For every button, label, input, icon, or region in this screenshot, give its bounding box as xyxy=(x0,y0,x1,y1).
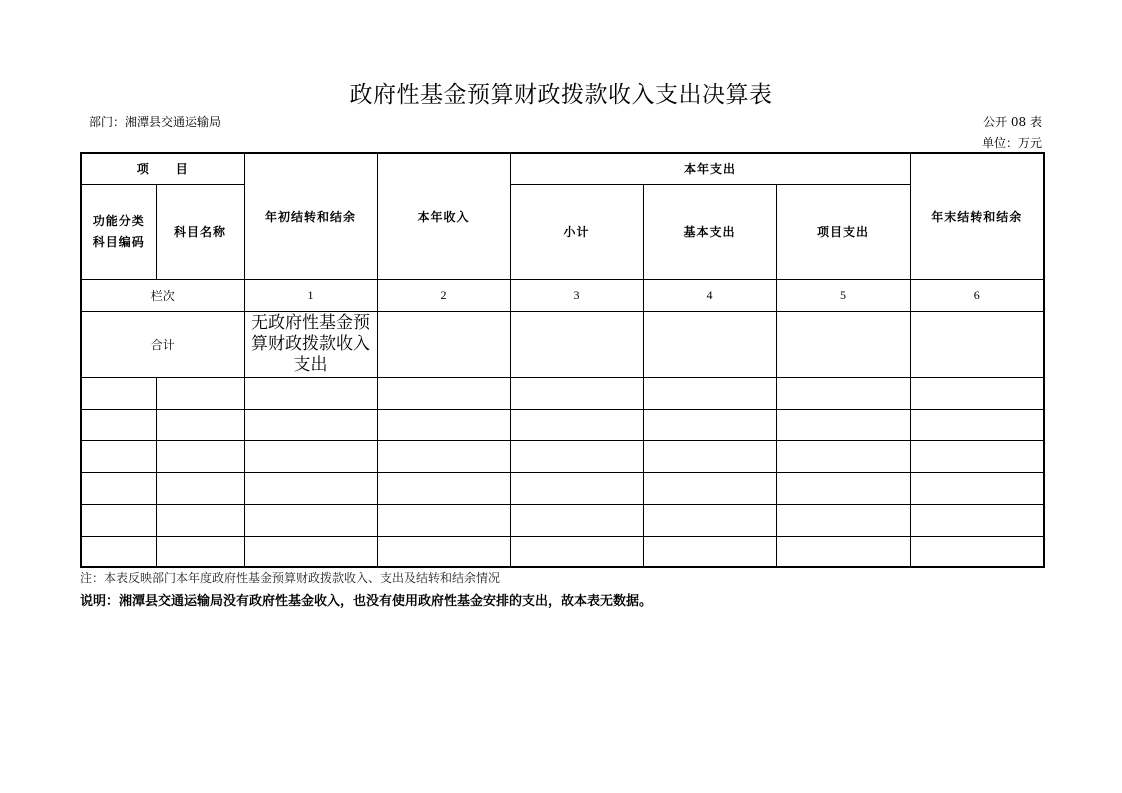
table-cell xyxy=(776,311,910,377)
header-current-expense: 本年支出 xyxy=(510,153,910,184)
column-number-row xyxy=(81,279,1044,311)
header-row-2 xyxy=(81,184,1044,279)
table-footnote: 注：本表反映部门本年度政府性基金预算财政拨款收入、支出及结转和结余情况 xyxy=(80,571,501,585)
department-label: 部门：湘潭县交通运输局 xyxy=(89,115,222,129)
table-row xyxy=(81,536,1044,567)
no-data-note: 无政府性基金预算财政拨款收入支出 xyxy=(251,312,371,375)
table-cell xyxy=(910,311,1044,377)
total-label: 合计 xyxy=(81,311,244,377)
explanation-text: 说明：湘潭县交通运输局没有政府性基金收入，也没有使用政府性基金安排的支出，故本表无数据。 xyxy=(80,594,653,609)
total-row xyxy=(81,311,1044,377)
column-label: 栏次 xyxy=(81,279,244,311)
header-func-code: 功能分类科目编码 xyxy=(81,184,156,279)
table-row xyxy=(81,377,1044,409)
table-cell xyxy=(643,311,776,377)
table-row xyxy=(81,504,1044,536)
column-number: 4 xyxy=(643,279,776,311)
header-begin-balance: 年初结转和结余 xyxy=(244,153,377,279)
table-row xyxy=(81,440,1044,472)
unit-label: 单位：万元 xyxy=(981,136,1042,150)
table-row xyxy=(81,472,1044,504)
header-subtotal: 小计 xyxy=(510,184,643,279)
form-number: 公开 08 表 xyxy=(983,115,1042,129)
page-title: 政府性基金预算财政拨款收入支出决算表 xyxy=(349,82,773,108)
total-note-cell xyxy=(244,311,377,377)
column-number: 1 xyxy=(244,279,377,311)
header-end-balance: 年末结转和结余 xyxy=(910,153,1044,279)
header-row-1 xyxy=(81,153,1044,184)
table-row xyxy=(81,409,1044,440)
header-basic-expense: 基本支出 xyxy=(643,184,776,279)
column-number: 2 xyxy=(377,279,510,311)
header-current-income: 本年收入 xyxy=(377,153,510,279)
column-number: 3 xyxy=(510,279,643,311)
budget-table xyxy=(80,152,1045,568)
column-number: 5 xyxy=(776,279,910,311)
header-item: 项 目 xyxy=(81,153,244,184)
table-cell xyxy=(377,311,510,377)
table-cell xyxy=(510,311,643,377)
header-subject-name: 科目名称 xyxy=(156,184,244,279)
header-project-expense: 项目支出 xyxy=(776,184,910,279)
column-number: 6 xyxy=(910,279,1044,311)
